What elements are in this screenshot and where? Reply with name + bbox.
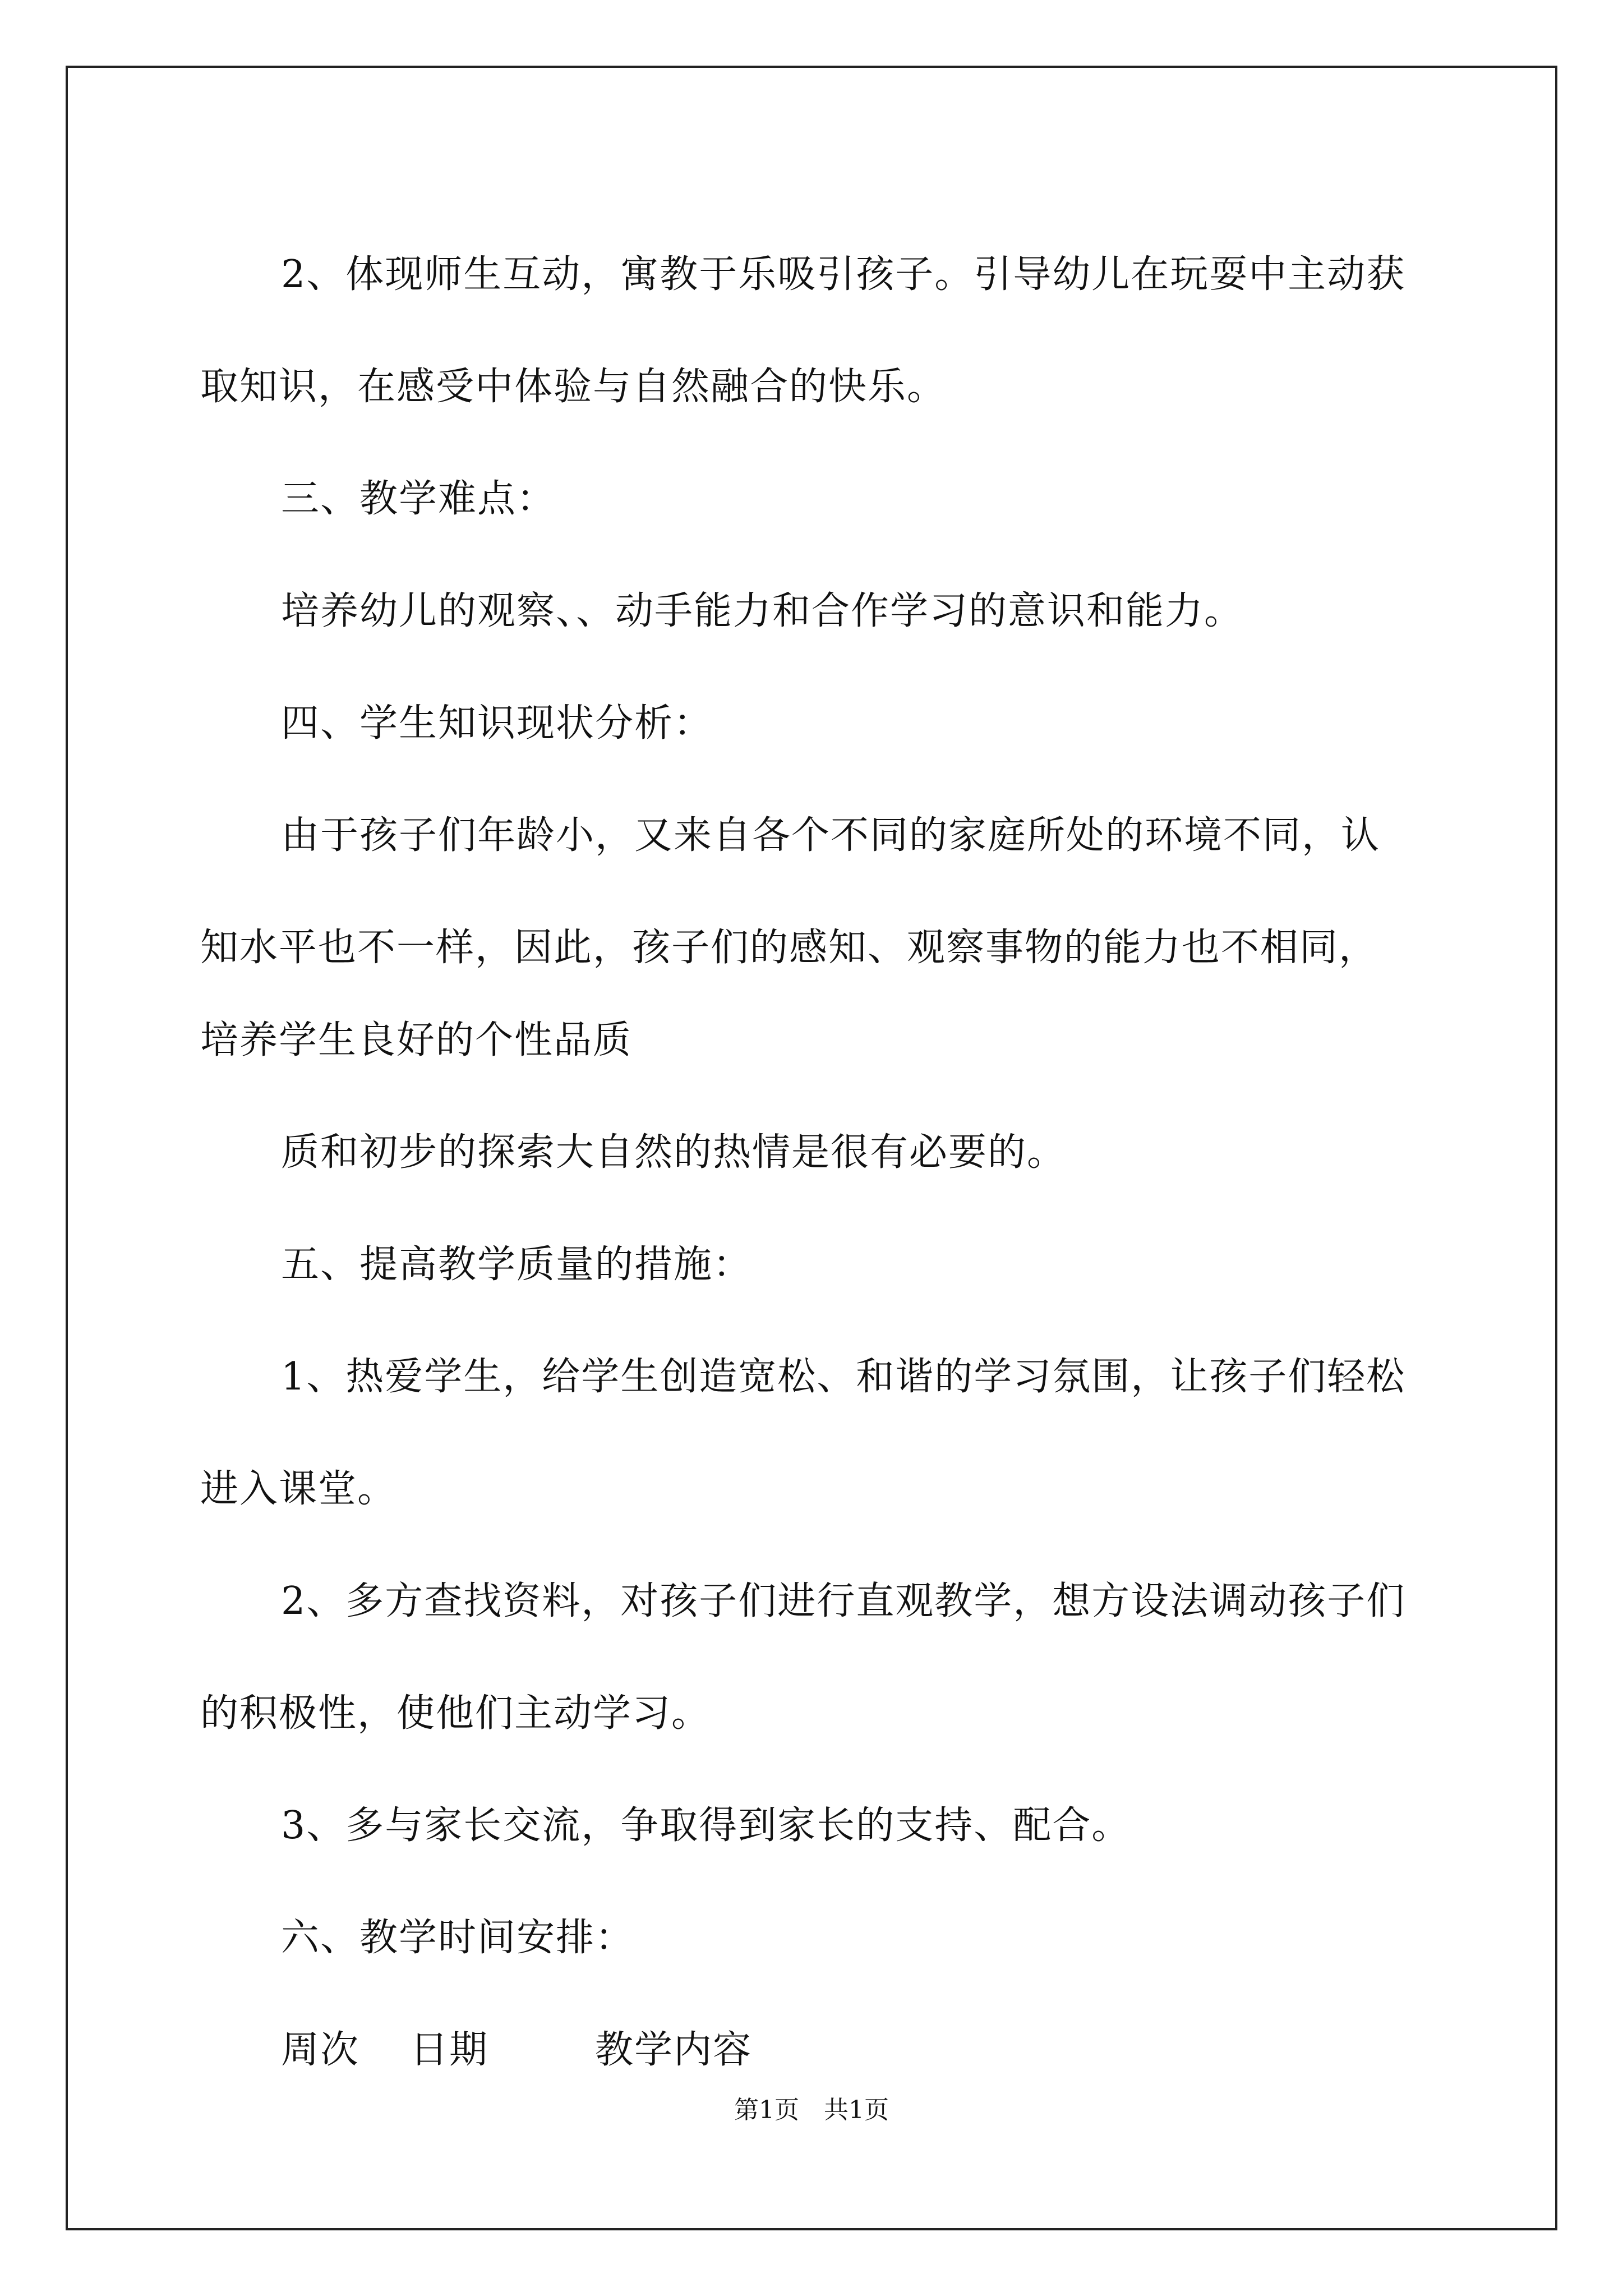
paragraph-difficulty: 培养幼儿的观察、、动手能力和合作学习的意识和能力。 [281,589,1244,633]
document-body [200,219,1434,2106]
paragraph-measure-1-line-2: 进入课堂。 [200,1467,397,1511]
paragraph-analysis-line-2: 知水平也不一样，因此，孩子们的感知、观察事物的能力也不相同， [200,926,1378,970]
schedule-header-content: 教学内容 [595,2028,753,2072]
heading-quality-measures: 五、提高教学质量的措施： [281,1243,753,1287]
heading-schedule: 六、教学时间安排： [281,1916,635,1960]
schedule-header-week: 周次 [281,2028,360,2072]
schedule-header-date: 日期 [410,2028,489,2072]
heading-teaching-difficulty: 三、教学难点： [281,477,556,521]
heading-student-analysis: 四、学生知识现状分析： [281,701,713,746]
page-footer: 第1页 共1页 [734,2096,889,2124]
paragraph-goal-2-line-2: 取知识，在感受中体验与自然融合的快乐。 [200,365,947,409]
paragraph-analysis-line-3: 培养学生良好的个性品质 [200,1018,633,1062]
paragraph-analysis-line-1: 由于孩子们年龄小，又来自各个不同的家庭所处的环境不同，认 [281,813,1381,858]
paragraph-analysis-continued: 质和初步的探索大自然的热情是很有必要的。 [281,1130,1067,1175]
paragraph-measure-2-line-1: 2、多方查找资料，对孩子们进行直观教学，想方设法调动孩子们 [281,1579,1406,1623]
paragraph-measure-1-line-1: 1、热爱学生，给学生创造宽松、和谐的学习氛围，让孩子们轻松 [281,1355,1406,1399]
paragraph-measure-3: 3、多与家长交流，争取得到家长的支持、配合。 [281,1803,1131,1848]
paragraph-measure-2-line-2: 的积极性，使他们主动学习。 [200,1691,711,1736]
paragraph-goal-2-line-1: 2、体现师生互动，寓教于乐吸引孩子。引导幼儿在玩耍中主动获 [281,252,1406,297]
